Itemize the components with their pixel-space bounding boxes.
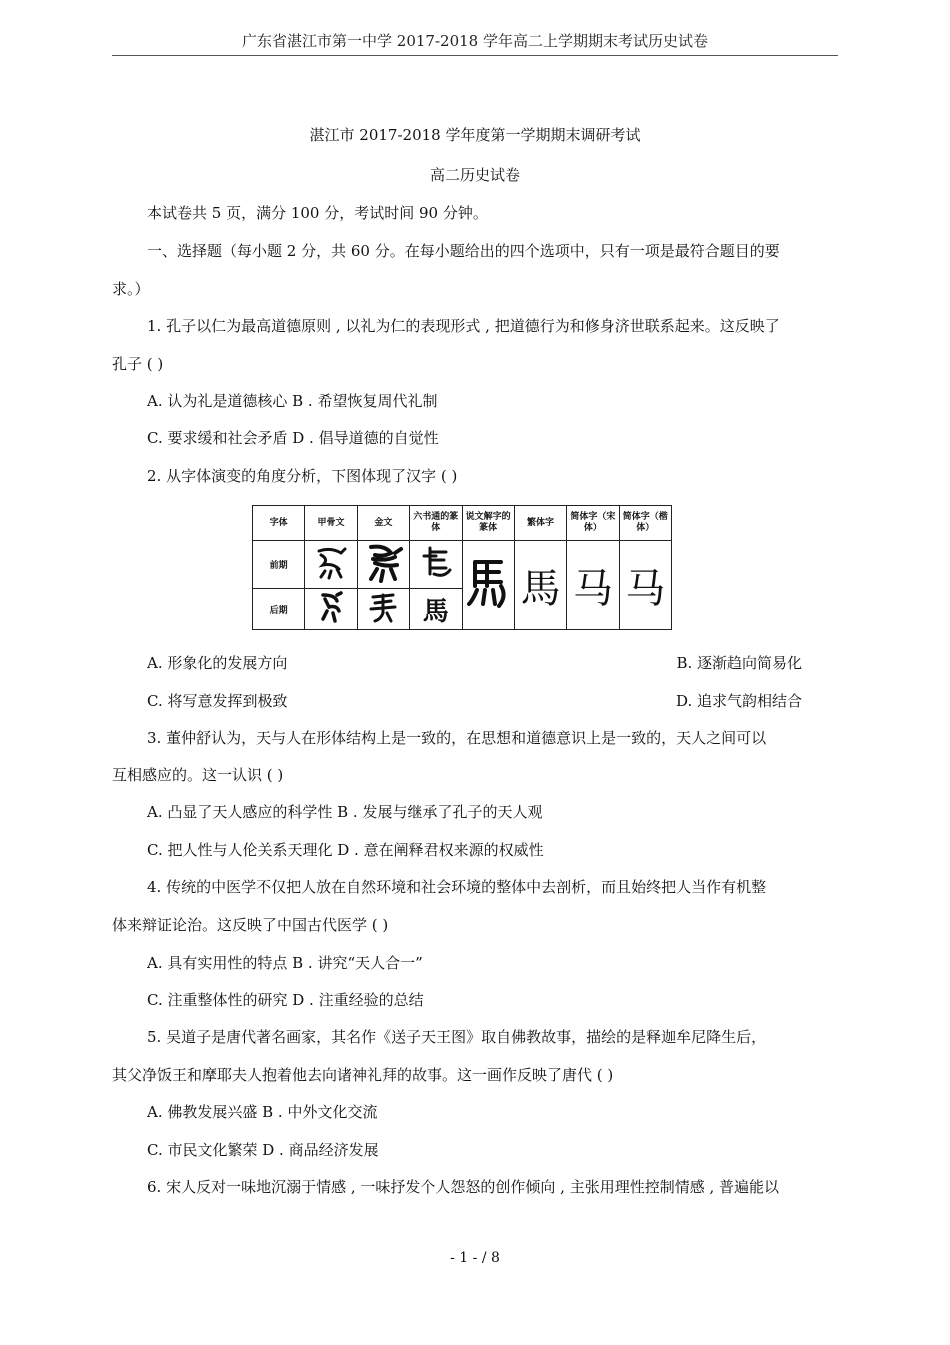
table-header: 金文: [357, 506, 409, 541]
exam-intro: 本试卷共 5 页，满分 100 分，考试时间 90 分钟。: [147, 204, 488, 222]
q5-options-ab: A. 佛教发展兴盛 B . 中外文化交流: [147, 1103, 378, 1121]
q4-stem-cont: 体来辩证论治。这反映了中国古代医学 ( ): [112, 916, 389, 934]
q5-stem: 5. 吴道子是唐代著名画家，其名作《送子天王图》取自佛教故事，描绘的是释迦牟尼降生后，: [147, 1028, 767, 1046]
running-header: 广东省湛江市第一中学 2017-2018 学年高二上学期期末考试历史试卷: [242, 32, 708, 50]
q2-stem: 2. 从字体演变的角度分析，下图体现了汉字 ( ): [147, 467, 458, 485]
horse-seal-glyph: [463, 556, 513, 610]
bronze-glyph-early: [357, 541, 409, 589]
q6-stem: 6. 宋人反对一味地沉溺于情感 , 一味抒发个人怨怒的创作倾向 , 主张用理性控制情感 , 普遍能以: [147, 1178, 779, 1196]
row-label-late: 后期: [253, 589, 305, 630]
shuowen-glyph: [462, 541, 514, 630]
simplified-song-glyph: 马: [567, 541, 619, 630]
table-header: 简体字（宋体）: [567, 506, 619, 541]
q5-options-cd: C. 市民文化繁荣 D . 商品经济发展: [147, 1141, 379, 1159]
section-heading: 一、选择题（每小题 2 分，共 60 分。在每小题给出的四个选项中，只有一项是最符合题目的要: [147, 242, 780, 260]
q3-stem: 3. 董仲舒认为，天与人在形体结构上是一致的，在思想和道德意识上是一致的，天人之间可以: [147, 729, 767, 747]
q4-options-cd: C. 注重整体性的研究 D . 注重经验的总结: [147, 991, 424, 1009]
exam-title: 湛江市 2017-2018 学年度第一学期期末调研考试: [309, 126, 641, 144]
horse-bronze-late-glyph: [365, 591, 401, 623]
oracle-bone-glyph-late: [305, 589, 357, 630]
page-number: - 1 - / 8: [450, 1250, 500, 1266]
q3-stem-cont: 互相感应的。这一认识 ( ): [112, 766, 284, 784]
q3-options-cd: C. 把人性与人伦关系天理化 D . 意在阐释君权来源的权威性: [147, 841, 544, 859]
table-header: 甲骨文: [305, 506, 357, 541]
table-header: 六书通的篆体: [410, 506, 462, 541]
q1-options-ab: A. 认为礼是道德核心 B . 希望恢复周代礼制: [147, 392, 438, 410]
table-header: 繁体字: [514, 506, 566, 541]
simplified-kai-glyph: 马: [619, 541, 671, 630]
row-label-early: 前期: [253, 541, 305, 589]
q1-stem: 1. 孔子以仁为最高道德原则 , 以礼为仁的表现形式 , 把道德行为和修身济世联系起来。这反映了: [147, 317, 780, 335]
liushu-glyph-late: 馬: [410, 589, 462, 630]
liushu-glyph-early: [410, 541, 462, 589]
header-rule: [112, 55, 838, 56]
q4-stem: 4. 传统的中医学不仅把人放在自然环境和社会环境的整体中去剖析，而且始终把人当作有机整: [147, 878, 767, 896]
q2-option-d: D. 追求气韵相结合: [675, 692, 802, 710]
horse-oracle-late-glyph: [313, 591, 349, 623]
exam-subtitle: 高二历史试卷: [429, 166, 520, 184]
traditional-glyph: 馬: [514, 541, 566, 630]
q5-stem-cont: 其父净饭王和摩耶夫人抱着他去向诸神礼拜的故事。这一画作反映了唐代 ( ): [112, 1066, 614, 1084]
q4-options-ab: A. 具有实用性的特点 B . 讲究“天人合一”: [147, 954, 423, 972]
q2-option-b: B. 逐渐趋向简易化: [676, 654, 802, 672]
table-header: 说文解字的篆体: [462, 506, 514, 541]
q1-options-cd: C. 要求缓和社会矛盾 D . 倡导道德的自觉性: [147, 429, 439, 447]
horse-bronze-glyph: [361, 543, 405, 583]
q2-option-a: A. 形象化的发展方向: [147, 654, 288, 672]
table-header: 简体字（楷体）: [619, 506, 671, 541]
horse-liushu-glyph: [416, 544, 456, 582]
section-heading-cont: 求。）: [112, 280, 150, 298]
q1-stem-cont: 孔子 ( ): [112, 355, 164, 373]
character-evolution-table: [252, 505, 672, 630]
oracle-bone-glyph-early: [305, 541, 357, 589]
bronze-glyph-late: [357, 589, 409, 630]
horse-oracle-glyph: [311, 545, 351, 581]
q2-option-c: C. 将写意发挥到极致: [147, 692, 288, 710]
q3-options-ab: A. 凸显了天人感应的科学性 B . 发展与继承了孔子的天人观: [147, 803, 543, 821]
table-header: 字体: [253, 506, 305, 541]
